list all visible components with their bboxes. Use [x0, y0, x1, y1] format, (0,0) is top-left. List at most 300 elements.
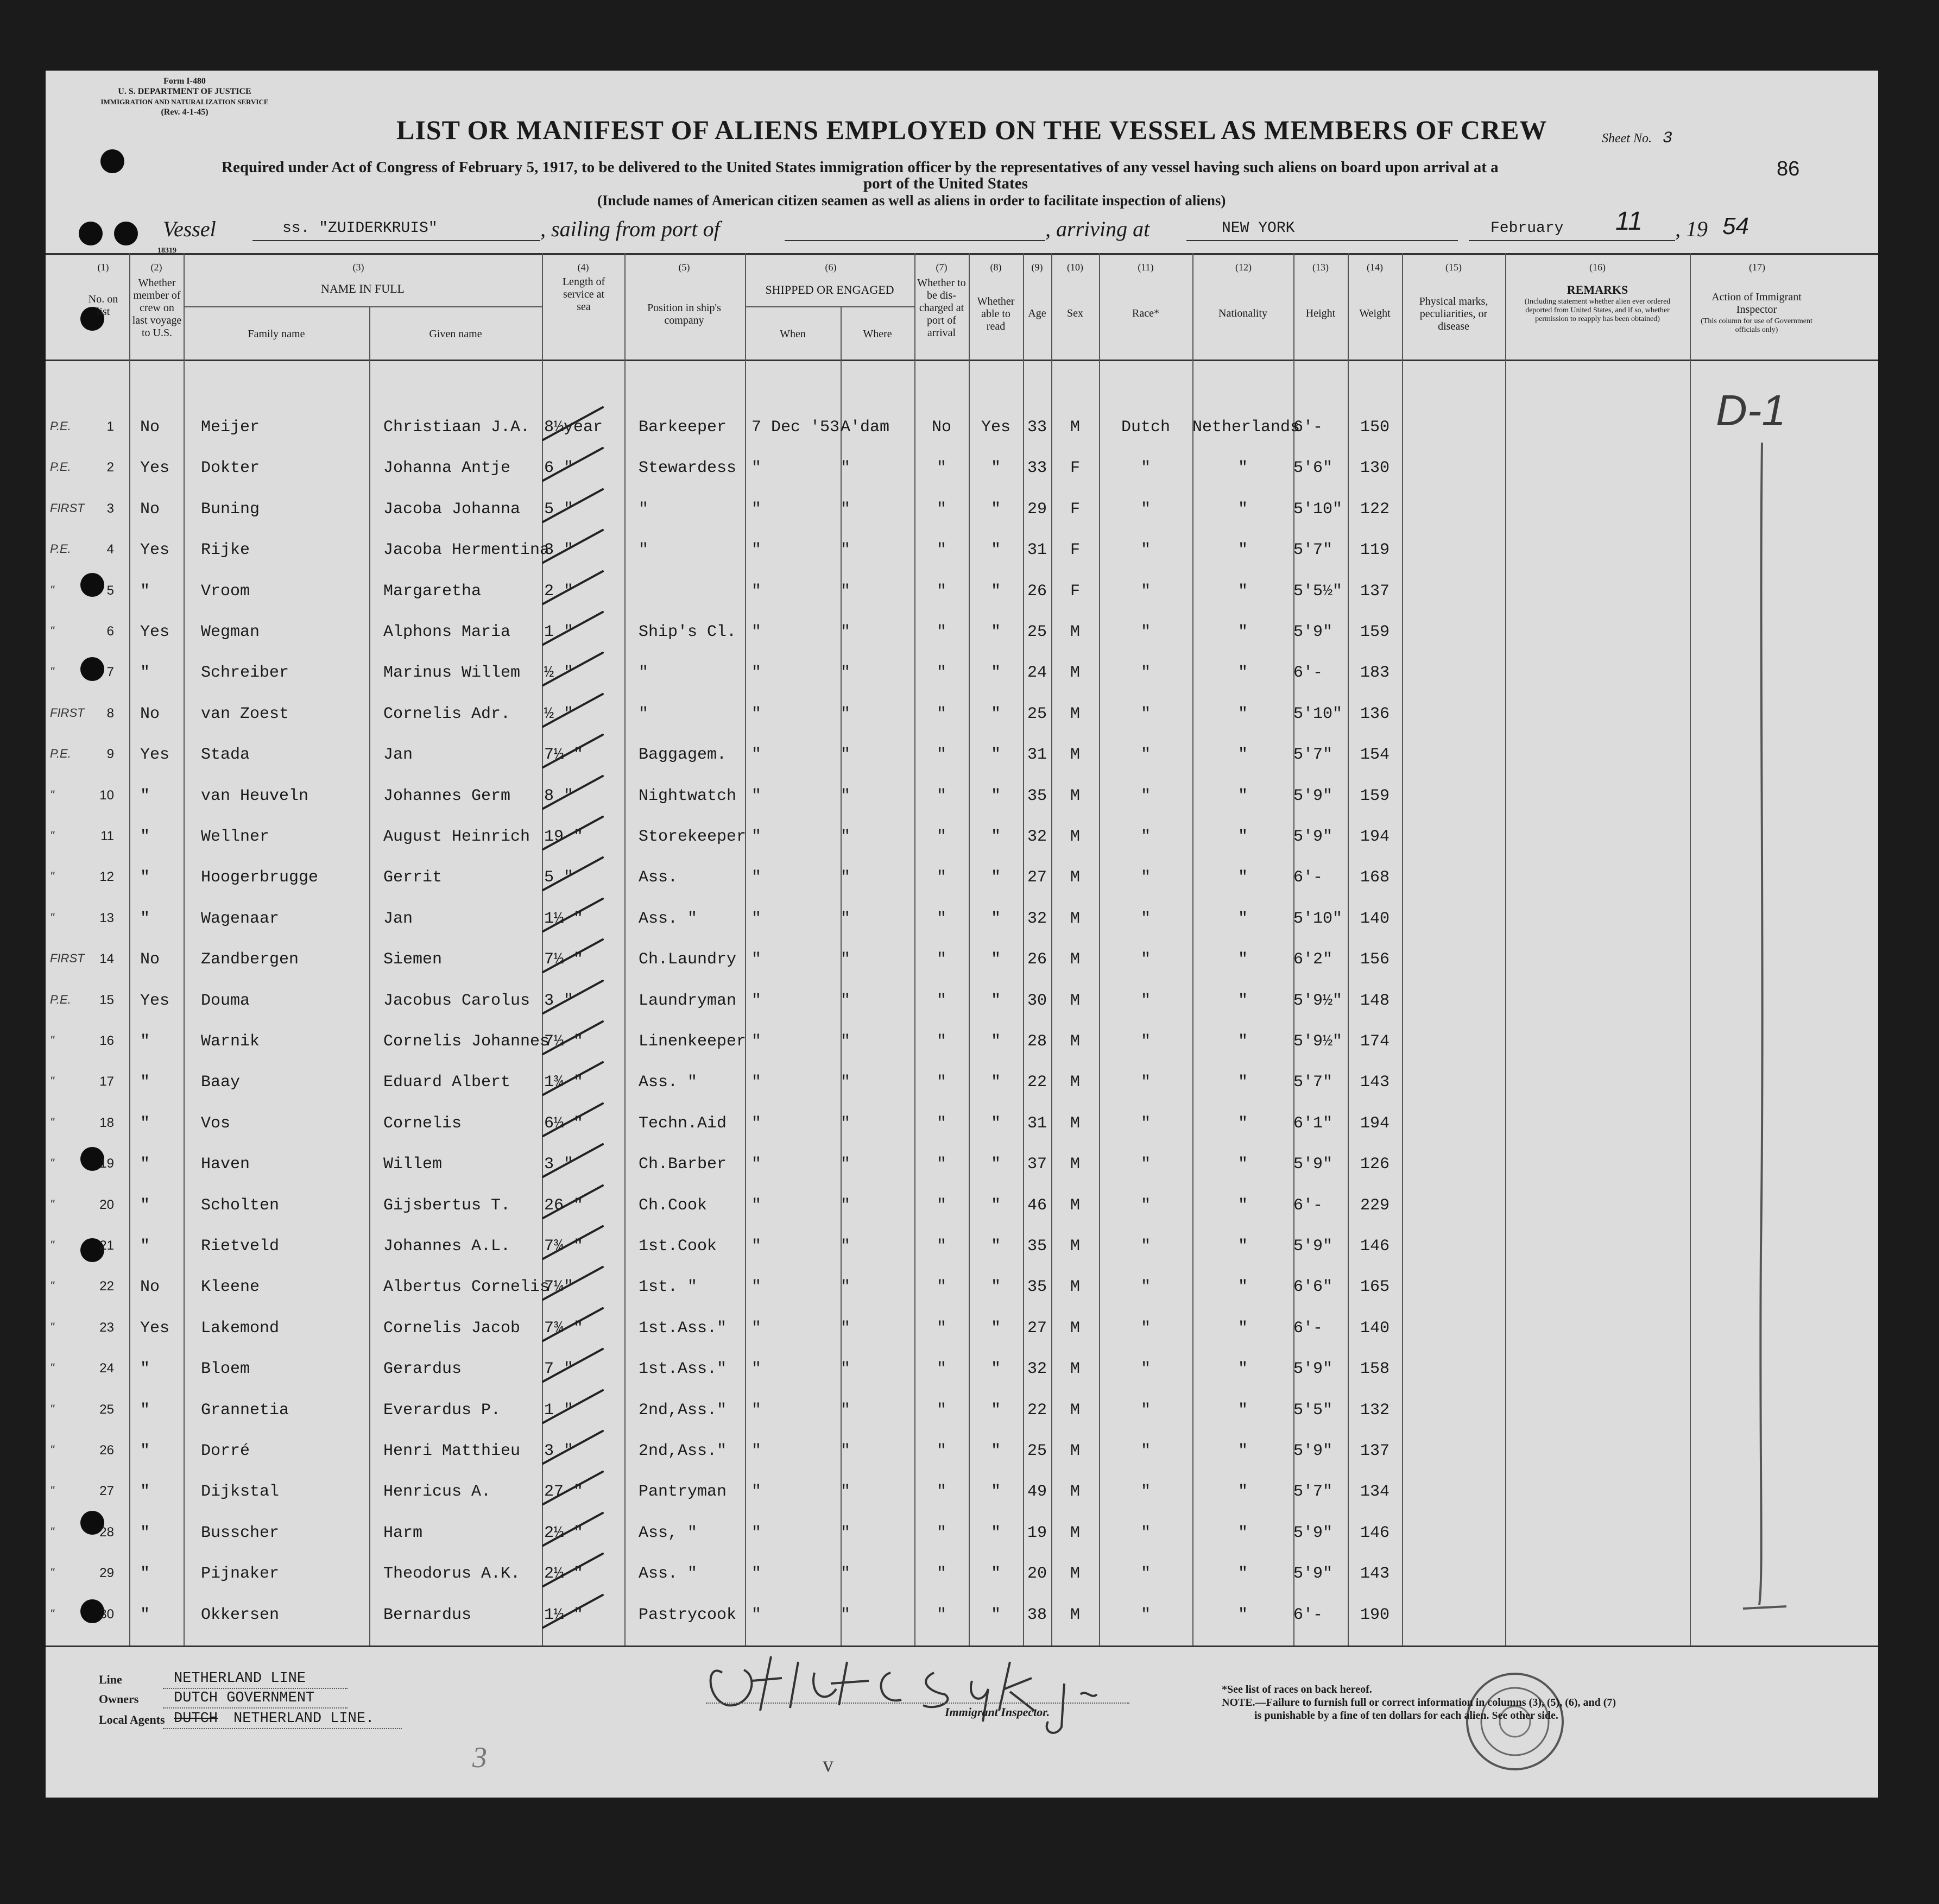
crew-member-last-voyage: " — [140, 1196, 150, 1215]
action-bracket-line — [1743, 443, 1786, 1609]
ship-position: Laundryman — [639, 992, 737, 1010]
row-number: 7 — [106, 665, 114, 679]
margin-annotation: FIRST — [50, 501, 85, 515]
given-name: Cornelis Johannes — [383, 1032, 550, 1051]
family-name: Haven — [201, 1155, 250, 1174]
service-length: 3 " — [544, 1155, 574, 1174]
able-to-read: " — [990, 623, 1001, 641]
height: 6'- — [1293, 418, 1323, 437]
age: 32 — [1027, 910, 1047, 928]
page-mark: 86 — [1777, 157, 1800, 180]
nationality: " — [1237, 950, 1248, 969]
sex: M — [1070, 1196, 1080, 1215]
able-to-read: " — [990, 1237, 1001, 1256]
height: 5'9" — [1293, 1565, 1333, 1583]
shipped-when: " — [751, 868, 762, 887]
nationality: Netherlands — [1192, 418, 1300, 437]
race: " — [1140, 1319, 1151, 1338]
able-to-read: " — [990, 1032, 1001, 1051]
ship-position: Baggagem. — [639, 746, 727, 764]
column-header-discharged: Whether to be dis-charged at port of arrival — [917, 277, 966, 339]
column-number: (5) — [678, 262, 690, 273]
nationality: " — [1237, 459, 1248, 477]
weight: 146 — [1360, 1524, 1389, 1542]
nationality: " — [1237, 1278, 1248, 1296]
height: 5'10" — [1293, 910, 1343, 928]
column-header-shipped: SHIPPED OR ENGAGED — [765, 283, 894, 297]
margin-annotation: " — [50, 788, 54, 802]
crew-member-last-voyage: No — [140, 418, 160, 437]
column-number: (17) — [1749, 262, 1765, 273]
crew-member-last-voyage: " — [140, 1565, 150, 1583]
sex: M — [1070, 950, 1080, 969]
to-be-discharged: " — [936, 1524, 946, 1542]
service-length: 8 " — [544, 787, 574, 805]
race: " — [1140, 1073, 1151, 1092]
tick-mark: v — [823, 1752, 833, 1776]
ship-position: Techn.Aid — [639, 1114, 727, 1133]
row-number: 22 — [99, 1279, 114, 1294]
height: 5'7" — [1293, 541, 1333, 559]
margin-annotation: " — [50, 1197, 54, 1211]
service-length: 2½ " — [544, 1524, 584, 1542]
check-slash — [543, 735, 603, 767]
to-be-discharged: " — [936, 1565, 946, 1583]
check-slash — [543, 1554, 603, 1586]
race: " — [1140, 1565, 1151, 1583]
age: 35 — [1027, 1237, 1047, 1256]
given-name: Jacoba Johanna — [383, 500, 521, 519]
height: 5'7" — [1293, 746, 1333, 764]
row-number: 6 — [106, 624, 114, 639]
given-name: Siemen — [383, 950, 443, 969]
height: 5'9" — [1293, 1237, 1333, 1256]
height: 5'5" — [1293, 1401, 1333, 1420]
age: 30 — [1027, 992, 1047, 1010]
check-slash — [543, 489, 603, 522]
sex: M — [1070, 746, 1080, 764]
margin-annotation: " — [50, 665, 54, 678]
weight: 159 — [1360, 623, 1389, 641]
sex: F — [1070, 500, 1080, 519]
crew-member-last-voyage: " — [140, 1360, 150, 1378]
crew-member-last-voyage: " — [140, 1483, 150, 1501]
given-name: August Heinrich — [383, 828, 530, 846]
row-number: 8 — [106, 706, 114, 721]
shipped-when: " — [751, 459, 762, 477]
check-slash — [543, 612, 603, 645]
shipped-when: " — [751, 705, 762, 723]
crew-member-last-voyage: Yes — [140, 992, 170, 1010]
nationality: " — [1237, 910, 1248, 928]
crew-member-last-voyage: " — [140, 828, 150, 846]
to-be-discharged: " — [936, 992, 946, 1010]
able-to-read: " — [990, 1565, 1001, 1583]
shipped-when: " — [751, 1155, 762, 1174]
row-number: 4 — [106, 542, 114, 557]
sex: M — [1070, 664, 1080, 682]
family-name: Stada — [201, 746, 250, 764]
family-name: van Zoest — [201, 705, 289, 723]
family-name: Schreiber — [201, 664, 289, 682]
nationality: " — [1237, 705, 1248, 723]
vessel-label: Vessel — [163, 217, 216, 241]
able-to-read: Yes — [981, 418, 1010, 437]
nationality: " — [1237, 868, 1248, 887]
row-number: 18 — [99, 1115, 114, 1130]
shipped-where: " — [841, 787, 851, 805]
weight: 165 — [1360, 1278, 1389, 1296]
margin-annotation: " — [50, 1074, 54, 1088]
check-slash — [543, 1104, 603, 1136]
able-to-read: " — [990, 1319, 1001, 1338]
margin-annotation: " — [50, 1033, 54, 1047]
column-number: (8) — [990, 262, 1002, 273]
column-number: (6) — [825, 262, 837, 273]
row-number: 26 — [99, 1443, 114, 1458]
able-to-read: " — [990, 1401, 1001, 1420]
to-be-discharged: " — [936, 1606, 946, 1624]
weight: 132 — [1360, 1401, 1389, 1420]
margin-annotation: FIRST — [50, 706, 85, 720]
margin-annotation: " — [50, 1361, 54, 1375]
to-be-discharged: " — [936, 1237, 946, 1256]
check-slash — [543, 1186, 603, 1218]
sex: M — [1070, 1278, 1080, 1296]
family-name: Baay — [201, 1073, 241, 1092]
sex: M — [1070, 828, 1080, 846]
family-name: Vos — [201, 1114, 231, 1133]
height: 6'- — [1293, 1606, 1323, 1624]
line-label: Line — [99, 1673, 122, 1686]
family-name: Zandbergen — [201, 950, 299, 969]
shipped-where: " — [841, 541, 851, 559]
to-be-discharged: " — [936, 1278, 946, 1296]
family-name: Rietveld — [201, 1237, 280, 1256]
margin-annotation: P.E. — [50, 419, 71, 433]
service-length: 7¼" — [544, 1278, 574, 1296]
check-slash — [543, 694, 603, 727]
to-be-discharged: " — [936, 1114, 946, 1133]
given-name: Johannes Germ — [383, 787, 511, 805]
subtitle-act: Required under Act of Congress of February 5, 1917, to be delivered to the United States immigration officer by the representatives of any vessel having such aliens on board upon arrival at a — [222, 159, 1499, 176]
sex: M — [1070, 868, 1080, 887]
service-length: 6 " — [544, 459, 574, 477]
sex: M — [1070, 992, 1080, 1010]
action-mark: D-1 — [1716, 386, 1786, 434]
to-be-discharged: " — [936, 1401, 946, 1420]
family-name: Lakemond — [201, 1319, 280, 1338]
shipped-where: " — [841, 1360, 851, 1378]
service-length: 7½ " — [544, 950, 584, 969]
shipped-where: " — [841, 1442, 851, 1460]
race: " — [1140, 1360, 1151, 1378]
family-name: Douma — [201, 992, 250, 1010]
able-to-read: " — [990, 992, 1001, 1010]
service-length: 5 " — [544, 868, 574, 887]
row-number: 9 — [106, 747, 114, 761]
ship-position: Pantryman — [639, 1483, 727, 1501]
column-header-nationality: Nationality — [1218, 307, 1267, 319]
sex: M — [1070, 1114, 1080, 1133]
crew-member-last-voyage: " — [140, 868, 150, 887]
height: 6'- — [1293, 664, 1323, 682]
race: " — [1140, 1442, 1151, 1460]
shipped-where: " — [841, 623, 851, 641]
margin-annotation: " — [50, 583, 54, 597]
race: " — [1140, 746, 1151, 764]
to-be-discharged: " — [936, 1155, 946, 1174]
sex: M — [1070, 910, 1080, 928]
nationality: " — [1237, 1032, 1248, 1051]
height: 5'9" — [1293, 1360, 1333, 1378]
year-suffix: 54 — [1722, 213, 1749, 239]
ship-position: Storekeeper — [639, 828, 747, 846]
ship-position: Ch.Cook — [639, 1196, 708, 1215]
given-name: Albertus Cornelis — [383, 1278, 550, 1296]
column-header-crew: Whether member of crew on last voyage to U.S. — [132, 277, 182, 339]
shipped-when: " — [751, 1442, 762, 1460]
row-number: 28 — [99, 1525, 114, 1540]
family-name: van Heuveln — [201, 787, 309, 805]
column-header-weight: Weight — [1359, 307, 1391, 319]
shipped-when: " — [751, 1196, 762, 1215]
sex: M — [1070, 1606, 1080, 1624]
row-number: 25 — [99, 1402, 114, 1417]
arriving-label: , arriving at — [1045, 217, 1150, 241]
age: 24 — [1027, 664, 1047, 682]
row-number: 14 — [99, 951, 114, 966]
column-header-remarks-note: (Including statement whether alien ever ordered deported from United States, and if so, whether permission to reapply has been obtained) — [1524, 298, 1671, 323]
age: 35 — [1027, 787, 1047, 805]
shipped-when: " — [751, 1565, 762, 1583]
age: 49 — [1027, 1483, 1047, 1501]
ship-position: " — [639, 664, 649, 682]
family-name: Hoogerbrugge — [201, 868, 319, 887]
column-number: (1) — [97, 262, 109, 273]
to-be-discharged: " — [936, 1032, 946, 1051]
form-revision: (Rev. 4-1-45) — [161, 108, 209, 117]
able-to-read: " — [990, 582, 1001, 601]
race: " — [1140, 828, 1151, 846]
weight: 190 — [1360, 1606, 1389, 1624]
able-to-read: " — [990, 787, 1001, 805]
race: " — [1140, 950, 1151, 969]
column-header-no: No. on list — [88, 293, 118, 318]
to-be-discharged: " — [936, 1442, 946, 1460]
margin-annotation: P.E. — [50, 747, 71, 760]
column-number: (4) — [577, 262, 589, 273]
ship-position: Ass. " — [639, 1565, 698, 1583]
row-number: 16 — [99, 1033, 114, 1048]
to-be-discharged: " — [936, 623, 946, 641]
weight: 126 — [1360, 1155, 1389, 1174]
service-length: ½ " — [544, 664, 574, 682]
nationality: " — [1237, 787, 1248, 805]
weight: 148 — [1360, 992, 1389, 1010]
to-be-discharged: " — [936, 705, 946, 723]
owners-label: Owners — [99, 1692, 139, 1706]
column-number: (15) — [1445, 262, 1462, 273]
age: 32 — [1027, 1360, 1047, 1378]
sex: M — [1070, 1565, 1080, 1583]
nationality: " — [1237, 1606, 1248, 1624]
service-length: ½ " — [544, 705, 574, 723]
ship-position: 1st.Ass." — [639, 1360, 727, 1378]
service-name: IMMIGRATION AND NATURALIZATION SERVICE — [100, 98, 269, 106]
able-to-read: " — [990, 828, 1001, 846]
row-number: 27 — [99, 1484, 114, 1498]
check-slash — [543, 940, 603, 972]
to-be-discharged: " — [936, 1483, 946, 1501]
shipped-where: " — [841, 1073, 851, 1092]
nationality: " — [1237, 828, 1248, 846]
shipped-when: " — [751, 950, 762, 969]
given-name: Marinus Willem — [383, 664, 521, 682]
ship-position: 1st. " — [639, 1278, 698, 1296]
shipped-when: " — [751, 1483, 762, 1501]
race: " — [1140, 1237, 1151, 1256]
given-name: Theodorus A.K. — [383, 1565, 521, 1583]
weight: 229 — [1360, 1196, 1389, 1215]
to-be-discharged: " — [936, 541, 946, 559]
check-slash — [543, 653, 603, 685]
family-name: Vroom — [201, 582, 250, 601]
race: " — [1140, 910, 1151, 928]
race: " — [1140, 1606, 1151, 1624]
shipped-where: " — [841, 459, 851, 477]
shipped-when: " — [751, 1073, 762, 1092]
column-header-action: Action of Immigrant Inspector — [1711, 291, 1802, 316]
crew-member-last-voyage: " — [140, 1114, 150, 1133]
able-to-read: " — [990, 705, 1001, 723]
shipped-where: " — [841, 1319, 851, 1338]
height: 6'- — [1293, 868, 1323, 887]
able-to-read: " — [990, 1360, 1001, 1378]
crew-member-last-voyage: Yes — [140, 541, 170, 559]
service-length: 2½ " — [544, 1565, 584, 1583]
race: " — [1140, 623, 1151, 641]
nationality: " — [1237, 1073, 1248, 1092]
column-number: (16) — [1589, 262, 1606, 273]
shipped-when: " — [751, 541, 762, 559]
shipped-when: 7 Dec '53 — [751, 418, 840, 437]
service-length: 1 " — [544, 623, 574, 641]
service-length: 1½ " — [544, 910, 584, 928]
ship-position: Linenkeeper — [639, 1032, 747, 1051]
given-name: Christiaan J.A. — [383, 418, 530, 437]
given-name: Gijsbertus T. — [383, 1196, 511, 1215]
sex: M — [1070, 1073, 1080, 1092]
given-name: Margaretha — [383, 582, 482, 601]
race: " — [1140, 541, 1151, 559]
age: 37 — [1027, 1155, 1047, 1174]
able-to-read: " — [990, 1524, 1001, 1542]
shipped-when: " — [751, 623, 762, 641]
sex: M — [1070, 418, 1080, 437]
column-number: (9) — [1031, 262, 1043, 273]
shipped-when: " — [751, 1606, 762, 1624]
row-number: 3 — [106, 501, 114, 516]
check-slash — [543, 1226, 603, 1259]
sheet-label: Sheet No. 3 — [1602, 129, 1672, 148]
crew-member-last-voyage: Yes — [140, 459, 170, 477]
sex: M — [1070, 1442, 1080, 1460]
nationality: " — [1237, 1401, 1248, 1420]
family-name: Grannetia — [201, 1401, 289, 1420]
family-name: Okkersen — [201, 1606, 280, 1624]
shipped-where: " — [841, 705, 851, 723]
agents-struck: DUTCH — [174, 1711, 218, 1727]
family-name: Bloem — [201, 1360, 250, 1378]
row-number: 15 — [99, 993, 114, 1007]
nationality: " — [1237, 664, 1248, 682]
age: 22 — [1027, 1401, 1047, 1420]
family-name: Pijnaker — [201, 1565, 280, 1583]
check-slash — [543, 858, 603, 890]
weight: 134 — [1360, 1483, 1389, 1501]
able-to-read: " — [990, 1155, 1001, 1174]
age: 27 — [1027, 1319, 1047, 1338]
ship-position: " — [639, 541, 649, 559]
service-length: 1½ " — [544, 1606, 584, 1624]
ship-position: Ass. " — [639, 910, 698, 928]
nationality: " — [1237, 746, 1248, 764]
race: " — [1140, 1032, 1151, 1051]
able-to-read: " — [990, 950, 1001, 969]
race: " — [1140, 1401, 1151, 1420]
age: 31 — [1027, 1114, 1047, 1133]
weight: 183 — [1360, 664, 1389, 682]
height: 6'6" — [1293, 1278, 1333, 1296]
margin-annotation: " — [50, 1402, 54, 1416]
service-length: 1¾ " — [544, 1073, 584, 1092]
to-be-discharged: " — [936, 828, 946, 846]
age: 33 — [1027, 418, 1047, 437]
shipped-when: " — [751, 582, 762, 601]
able-to-read: " — [990, 1073, 1001, 1092]
margin-annotation: " — [50, 1156, 54, 1170]
able-to-read: " — [990, 1606, 1001, 1624]
line-value: NETHERLAND LINE — [174, 1670, 306, 1687]
race: " — [1140, 1114, 1151, 1133]
given-name: Johannes A.L. — [383, 1237, 511, 1256]
given-name: Cornelis — [383, 1114, 462, 1133]
to-be-discharged: " — [936, 787, 946, 805]
given-name: Jacoba Hermentina — [383, 541, 550, 559]
race: " — [1140, 705, 1151, 723]
column-header-remarks: REMARKS — [1567, 283, 1628, 297]
department-name: U. S. DEPARTMENT OF JUSTICE — [118, 87, 251, 96]
weight: 136 — [1360, 705, 1389, 723]
column-number: (3) — [352, 262, 364, 273]
able-to-read: " — [990, 910, 1001, 928]
ship-position: Ship's Cl. — [639, 623, 737, 641]
shipped-where: " — [841, 746, 851, 764]
sex: M — [1070, 1319, 1080, 1338]
family-name: Rijke — [201, 541, 250, 559]
shipped-when: " — [751, 746, 762, 764]
shipped-when: " — [751, 828, 762, 846]
height: 5'9½" — [1293, 1032, 1343, 1051]
nationality: " — [1237, 1483, 1248, 1501]
age: 35 — [1027, 1278, 1047, 1296]
to-be-discharged: " — [936, 746, 946, 764]
shipped-when: " — [751, 1319, 762, 1338]
nationality: " — [1237, 1196, 1248, 1215]
column-number: (2) — [150, 262, 162, 273]
age: 31 — [1027, 746, 1047, 764]
